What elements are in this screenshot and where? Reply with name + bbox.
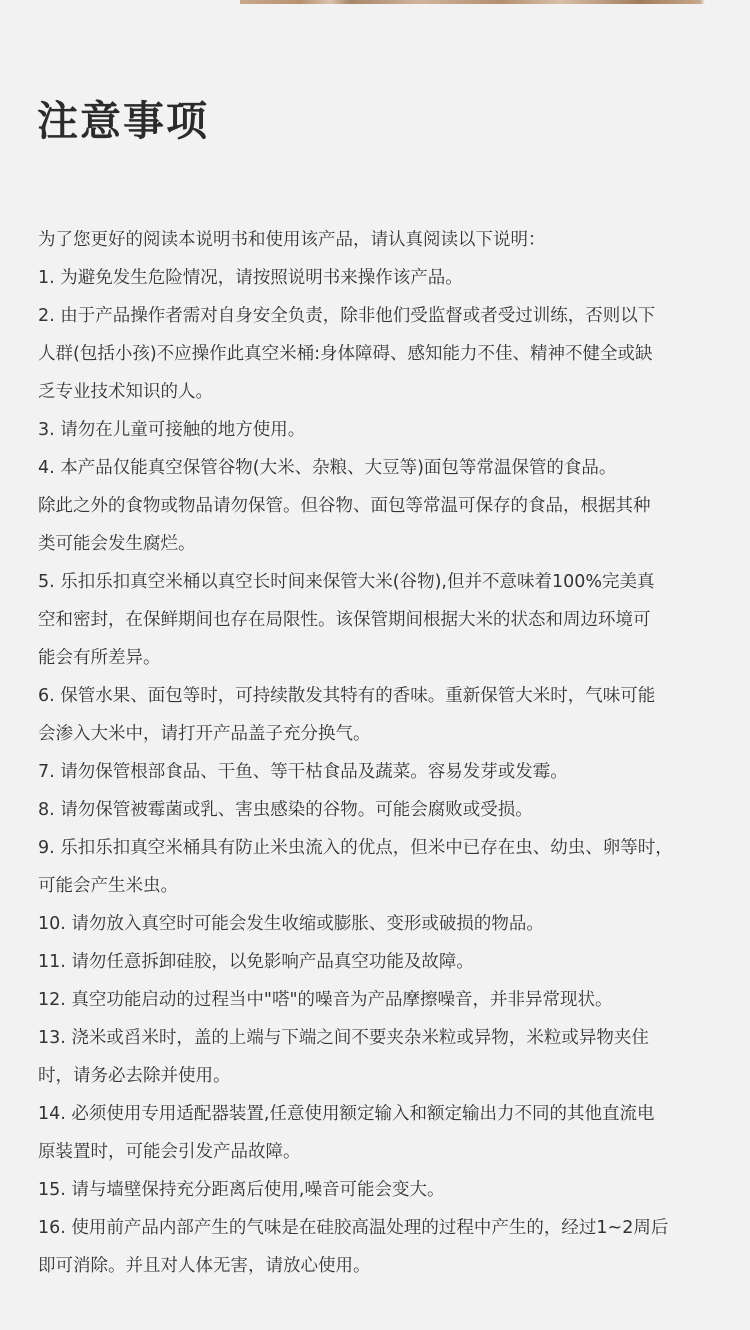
intro-line: 为了您更好的阅读本说明书和使用该产品，请认真阅读以下说明： bbox=[38, 230, 546, 250]
note-line: 时，请务必去除并使用。 bbox=[38, 1066, 231, 1086]
note-line: 4. 本产品仅能真空保管谷物(大米、杂粮、大豆等)面包等常温保管的食品。 bbox=[38, 458, 617, 478]
top-image-strip bbox=[0, 0, 750, 4]
note-line: 会渗入大米中，请打开产品盖子充分换气。 bbox=[38, 724, 371, 744]
note-line: 10. 请勿放入真空时可能会发生收缩或膨胀、变形或破损的物品。 bbox=[38, 914, 544, 934]
note-line: 7. 请勿保管根部食品、干鱼、等干枯食品及蔬菜。容易发芽或发霉。 bbox=[38, 762, 568, 782]
note-line: 8. 请勿保管被霉菌或乳、害虫感染的谷物。可能会腐败或受损。 bbox=[38, 800, 533, 820]
note-line: 9. 乐扣乐扣真空米桶具有防止米虫流入的优点，但米中已存在虫、幼虫、卵等时， bbox=[38, 838, 673, 858]
note-line: 除此之外的食物或物品请勿保管。但谷物、面包等常温可保存的食品，根据其种 bbox=[38, 496, 651, 516]
page-title: 注意事项 bbox=[37, 97, 209, 145]
note-line: 12. 真空功能启动的过程当中"嗒"的噪音为产品摩擦噪音，并非异常现状。 bbox=[38, 990, 613, 1010]
note-line: 人群(包括小孩)不应操作此真空米桶:身体障碍、感知能力不佳、精神不健全或缺 bbox=[38, 344, 653, 364]
note-line: 乏专业技术知识的人。 bbox=[38, 382, 213, 402]
note-line: 6. 保管水果、面包等时，可持续散发其特有的香味。重新保管大米时，气味可能 bbox=[38, 686, 656, 706]
note-line: 类可能会发生腐烂。 bbox=[38, 534, 196, 554]
note-line: 即可消除。并且对人体无害，请放心使用。 bbox=[38, 1256, 371, 1276]
note-line: 14. 必须使用专用适配器装置,任意使用额定输入和额定输出力不同的其他直流电 bbox=[38, 1104, 655, 1124]
note-line: 能会有所差异。 bbox=[38, 648, 161, 668]
note-line: 13. 浇米或舀米时，盖的上端与下端之间不要夹杂米粒或异物，米粒或异物夹住 bbox=[38, 1028, 649, 1048]
note-line: 原装置时，可能会引发产品故障。 bbox=[38, 1142, 301, 1162]
note-line: 空和密封，在保鲜期间也存在局限性。该保管期间根据大米的状态和周边环境可 bbox=[38, 610, 651, 630]
note-line: 1. 为避免发生危险情况，请按照说明书来操作该产品。 bbox=[38, 268, 463, 288]
notes-body bbox=[38, 221, 718, 1285]
note-line: 16. 使用前产品内部产生的气味是在硅胶高温处理的过程中产生的，经过1~2周后 bbox=[38, 1218, 669, 1238]
note-line: 可能会产生米虫。 bbox=[38, 876, 178, 896]
note-line: 5. 乐扣乐扣真空米桶以真空长时间来保管大米(谷物),但并不意味着100%完美真 bbox=[38, 572, 655, 592]
note-line: 3. 请勿在儿童可接触的地方使用。 bbox=[38, 420, 306, 440]
note-line: 2. 由于产品操作者需对自身安全负责，除非他们受监督或者受过训练，否则以下 bbox=[38, 306, 656, 326]
note-line: 15. 请与墙壁保持充分距离后使用,噪音可能会变大。 bbox=[38, 1180, 445, 1200]
note-line: 11. 请勿任意拆卸硅胶，以免影响产品真空功能及故障。 bbox=[38, 952, 474, 972]
